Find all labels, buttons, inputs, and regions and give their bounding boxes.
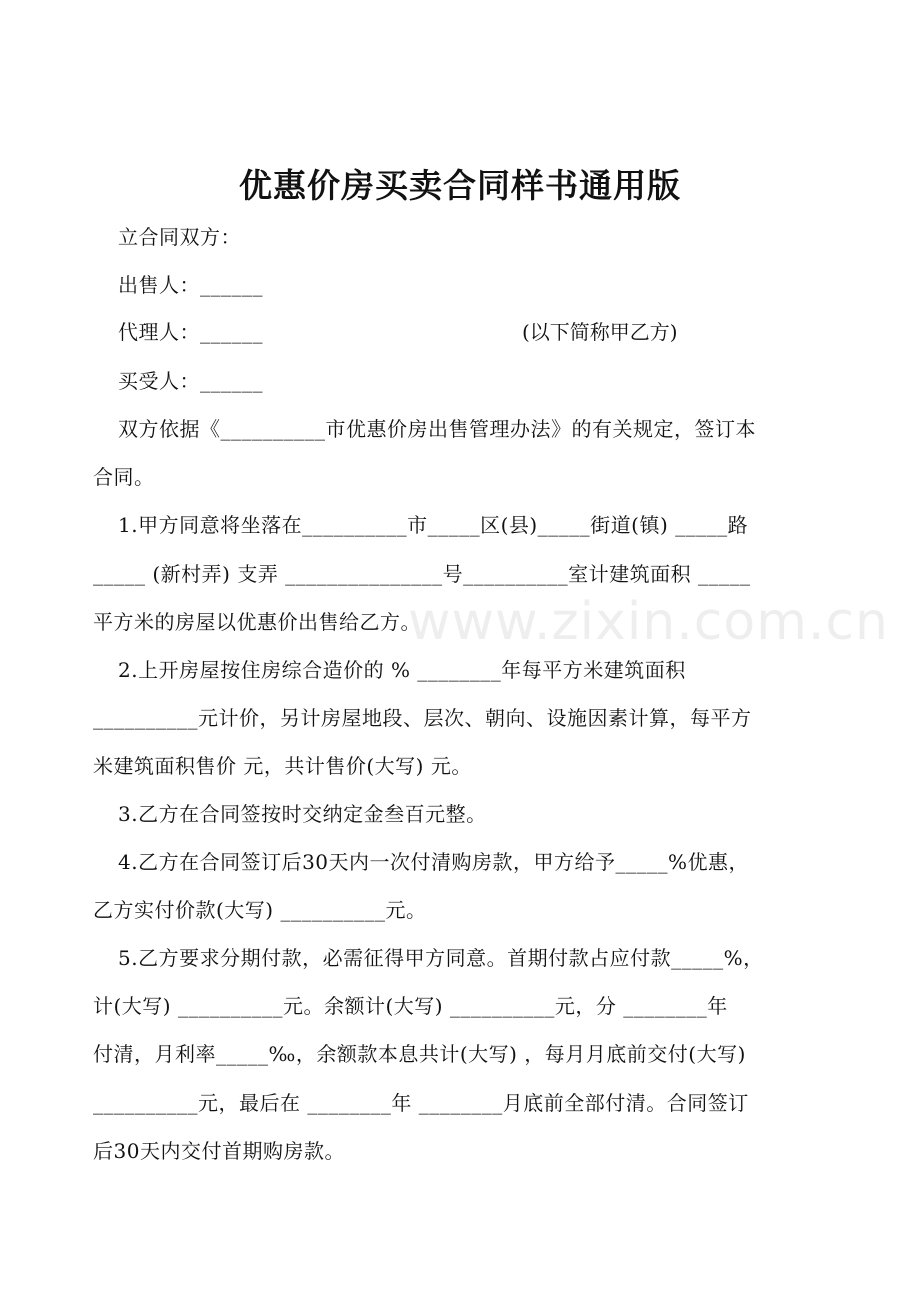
clause-1-line-1: 1.甲方同意将坐落在__________市_____区(县)_____街道(镇) _____路 (118, 513, 749, 537)
seller-line: 出售人：______ (118, 273, 263, 297)
clause-5-line-2: 计(大写) __________元。余额计(大写) __________元，分 ________年 (93, 994, 728, 1018)
clause-4-line-2: 乙方实付价款(大写) __________元。 (93, 898, 427, 922)
document-title: 优惠价房买卖合同样书通用版 (239, 166, 681, 205)
clause-4-line-1: 4.乙方在合同签订后30天内一次付清购房款，甲方给予_____%优惠， (118, 850, 750, 874)
watermark: www.zixin.com.cn (408, 592, 889, 652)
clause-2-line-1: 2.上开房屋按住房综合造价的 % ________年每平方米建筑面积 (118, 658, 686, 682)
clause-1-line-2: _____ (新村弄) 支弄 _______________号__________室计建筑面积 _____ (93, 562, 751, 586)
preamble-line-1: 双方依据《__________市优惠价房出售管理办法》的有关规定，签订本 (118, 417, 756, 441)
abbreviation-note: (以下简称甲乙方) (522, 320, 678, 344)
clause-2-line-2: __________元计价，另计房屋地段、层次、朝向、设施因素计算，每平方 (93, 706, 752, 730)
clause-5-line-5: 后30天内交付首期购房款。 (93, 1139, 345, 1163)
preamble-line-2: 合同。 (93, 465, 155, 489)
agent-line: 代理人：______ (118, 320, 263, 344)
clause-1-line-3: 平方米的房屋以优惠价出售给乙方。 (93, 610, 421, 634)
parties-intro: 立合同双方： (118, 225, 241, 249)
clause-3-line-1: 3.乙方在合同签按时交纳定金叁百元整。 (118, 802, 487, 826)
clause-2-line-3: 米建筑面积售价 元，共计售价(大写) 元。 (93, 754, 472, 778)
clause-5-line-1: 5.乙方要求分期付款，必需征得甲方同意。首期付款占应付款_____%， (118, 946, 764, 970)
buyer-line: 买受人：______ (118, 369, 263, 393)
clause-5-line-3: 付清，月利率_____‰，余额款本息共计(大写) ，每月月底前交付(大写) (93, 1042, 746, 1066)
clause-5-line-4: __________元，最后在 ________年 ________月底前全部付清。合同签订 (93, 1091, 749, 1115)
